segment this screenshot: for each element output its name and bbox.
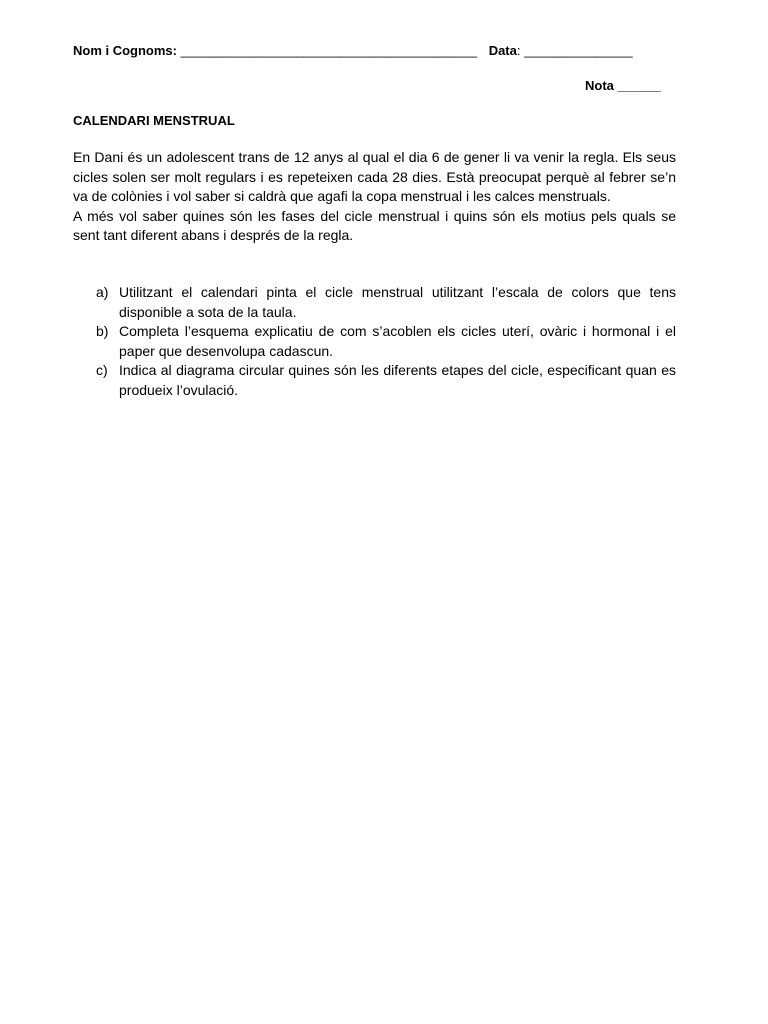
date-colon: : <box>516 43 521 58</box>
name-label: Nom i Cognoms: <box>73 43 177 58</box>
date-label: Data <box>488 43 517 58</box>
intro-text <box>73 148 676 246</box>
grade-blank: ______ <box>617 78 661 93</box>
worksheet-title: CALENDARI MENSTRUAL <box>73 113 235 128</box>
task-text: Completa l’esquema explicatiu de com s’acoblen els cicles uterí, ovàric i hormonal i el paper que desenvolupa cadascun. <box>119 323 676 359</box>
grade-label: Nota <box>585 78 614 93</box>
grade-line <box>585 78 661 93</box>
intro-paragraph-2: A més vol saber quines són les fases del cicle menstrual i quins són els motius pels quals se sent tant diferent abans i després de la regla. <box>73 207 676 243</box>
student-info-line <box>73 43 633 58</box>
task-marker: c) <box>96 362 108 378</box>
task-item-c <box>73 361 676 400</box>
task-text: Utilitzant el calendari pinta el cicle menstrual utilitzant l’escala de colors que tens disponible a sota de la taula. <box>119 284 676 320</box>
date-blank: _______________ <box>524 43 633 58</box>
task-text: Indica al diagrama circular quines són les diferents etapes del cicle, especificant quan es produeix l’ovulació. <box>119 362 676 398</box>
name-blank: _________________________________________ <box>180 43 478 58</box>
task-item-b <box>73 322 676 361</box>
intro-paragraph-1: En Dani és un adolescent trans de 12 anys al qual el dia 6 de gener li va venir la regla. Els seus cicles solen ser molt regulars i es repeteixen cada 28 dies. Està preocupat perquè al febrer se’n va de colònies i vol saber si caldrà que agafi la copa menstrual i les calces menstruals. <box>73 149 676 204</box>
task-list <box>73 283 676 400</box>
task-marker: b) <box>96 323 109 339</box>
task-marker: a) <box>96 284 109 300</box>
task-item-a <box>73 283 676 322</box>
